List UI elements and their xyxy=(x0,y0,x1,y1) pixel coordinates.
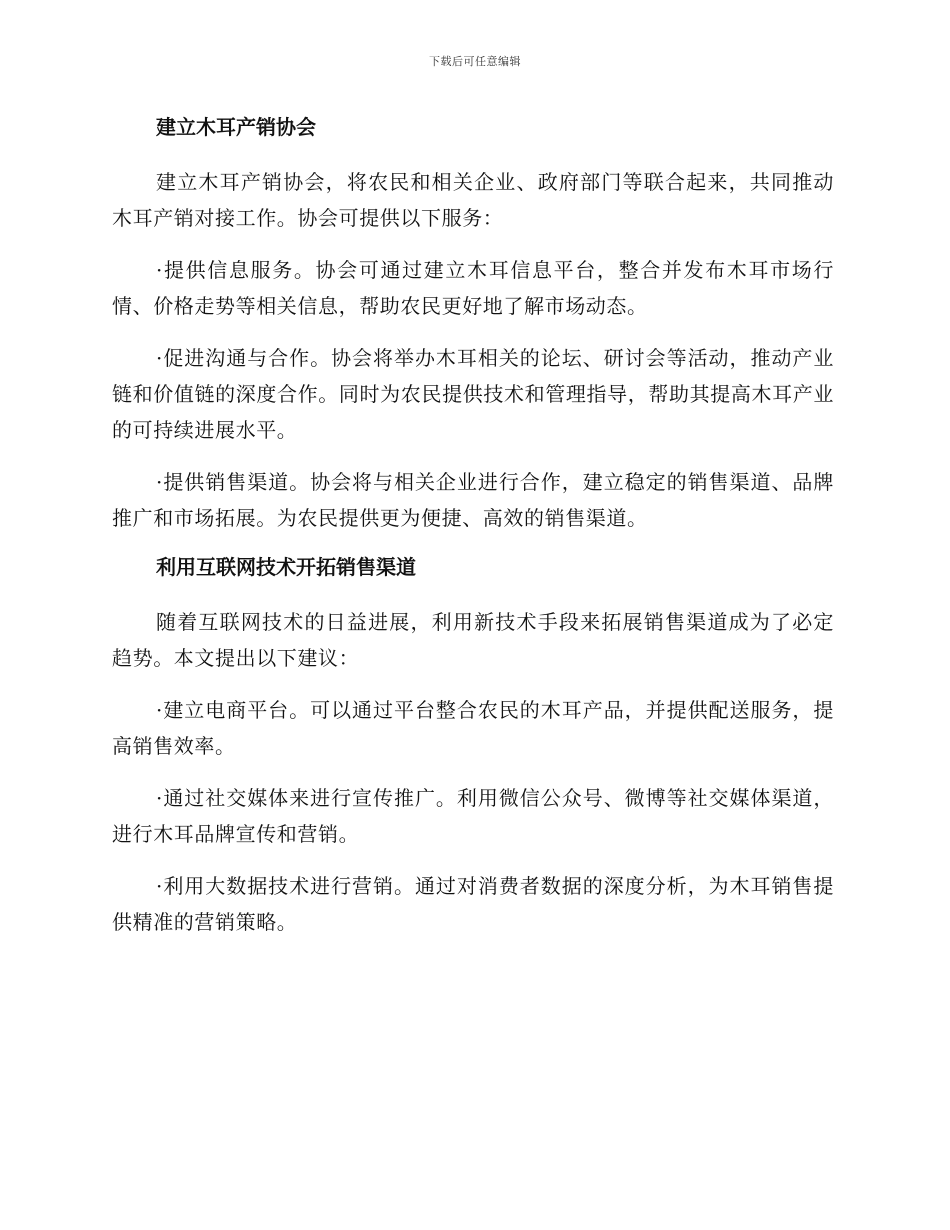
paragraph: 随着互联网技术的日益进展，利用新技术手段来拓展销售渠道成为了必定趋势。本文提出以下建议： xyxy=(112,610,834,670)
bullet-paragraph: ·提供销售渠道。协会将与相关企业进行合作，建立稳定的销售渠道、品牌推广和市场拓展。为农民提供更为便捷、高效的销售渠道。 xyxy=(112,470,834,530)
paragraph: 建立木耳产销协会，将农民和相关企业、政府部门等联合起来，共同推动木耳产销对接工作。协会可提供以下服务： xyxy=(112,170,834,230)
bullet-paragraph: ·通过社交媒体来进行宣传推广。利用微信公众号、微博等社交媒体渠道，进行木耳品牌宣传和营销。 xyxy=(112,786,834,846)
section-internet-channels xyxy=(112,552,834,940)
bullet-paragraph: ·利用大数据技术进行营销。通过对消费者数据的深度分析，为木耳销售提供精准的营销策略。 xyxy=(112,874,834,934)
section-association xyxy=(112,112,834,536)
document-body xyxy=(112,112,834,956)
section-heading: 建立木耳产销协会 xyxy=(156,115,316,139)
bullet-paragraph: ·提供信息服务。协会可通过建立木耳信息平台，整合并发布木耳市场行情、价格走势等相关信息，帮助农民更好地了解市场动态。 xyxy=(112,258,834,318)
section-heading: 利用互联网技术开拓销售渠道 xyxy=(156,555,416,579)
bullet-paragraph: ·促进沟通与合作。协会将举办木耳相关的论坛、研讨会等活动，推动产业链和价值链的深度合作。同时为农民提供技术和管理指导，帮助其提高木耳产业的可持续进展水平。 xyxy=(112,346,834,442)
page-header-note: 下载后可任意编辑 xyxy=(429,55,521,68)
bullet-paragraph: ·建立电商平台。可以通过平台整合农民的木耳产品，并提供配送服务，提高销售效率。 xyxy=(112,698,834,758)
